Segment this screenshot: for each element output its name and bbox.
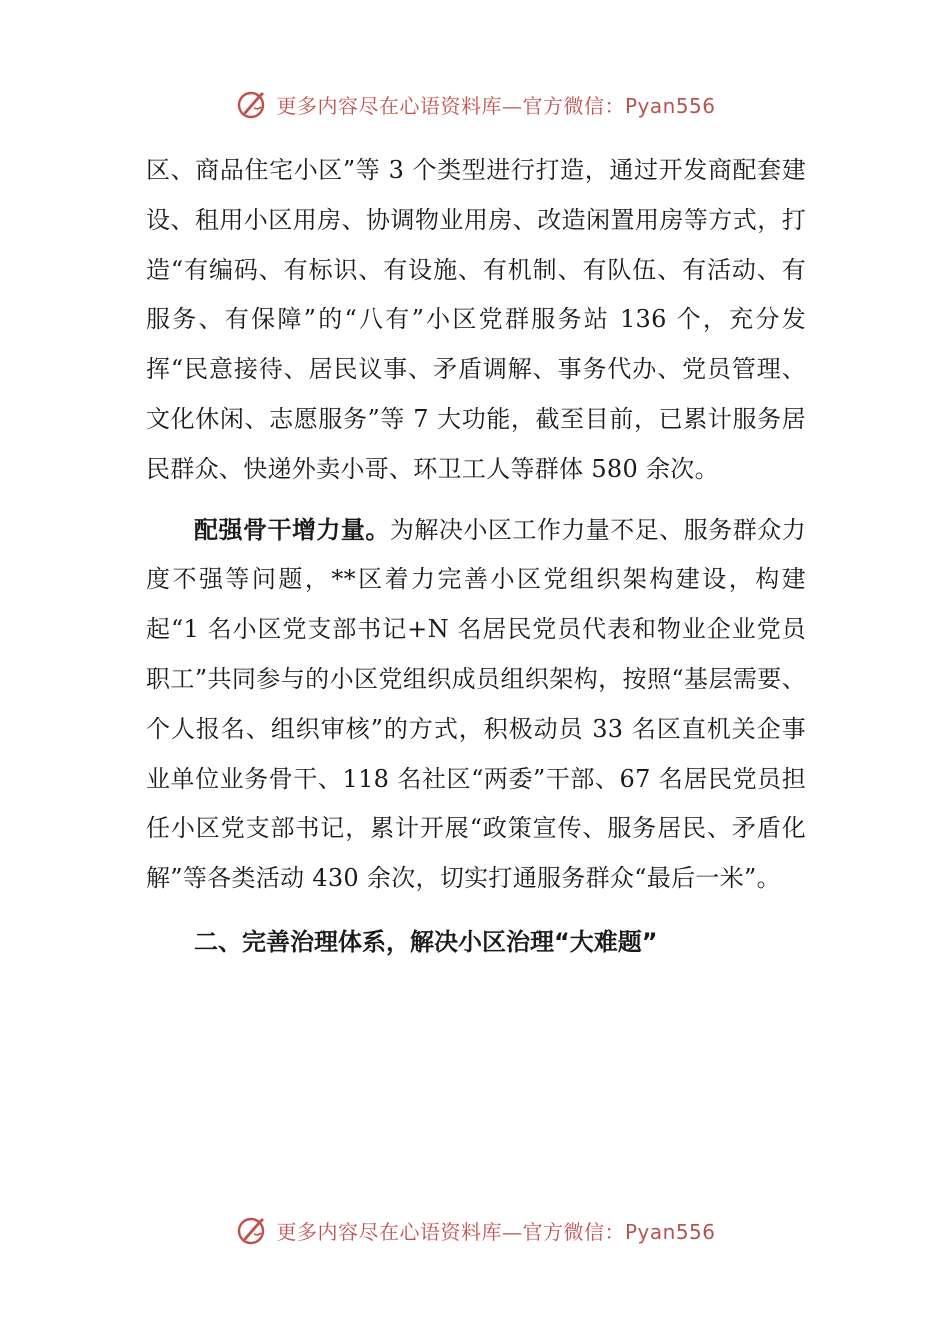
header-banner-text: 更多内容尽在心语资料库—官方微信：Pyan556 <box>276 93 716 118</box>
paragraph-2-lead: 配强骨干增力量。 <box>194 515 390 544</box>
pen-circle-logo-icon <box>234 1212 270 1248</box>
paragraph-2-text: 为解决小区工作力量不足、服务群众力度不强等问题，**区着力完善小区党组织架构建设，构建起“1 名小区党支部书记+N 名居民党员代表和物业企业党员职工”共同参与的小区党组织成员组织架构，按照“基层需要、个人报名、组织审核”的方式，积极动员 33 名区直机关企事业单位业务骨干、118 名社区“两委”干部、67 名居民党员担任小区党支部书记，累计开展“政策宣传、服务居民、矛盾化解”等各类活动 430 余次，切实打通服务群众“最后一米”。 <box>146 515 806 893</box>
header-wechat-id: Pyan556 <box>624 93 716 118</box>
paragraph-2 <box>146 506 806 904</box>
header-banner-inner <box>234 86 715 122</box>
section-heading: 二、完善治理体系，解决小区治理“大难题” <box>194 927 658 956</box>
pen-circle-logo-icon <box>234 86 270 122</box>
footer-banner <box>0 1210 950 1250</box>
footer-banner-text: 更多内容尽在心语资料库—官方微信：Pyan556 <box>276 1219 716 1244</box>
header-banner <box>0 84 950 124</box>
document-body <box>146 146 806 968</box>
footer-wechat-id: Pyan556 <box>624 1219 716 1244</box>
paragraph-1 <box>146 146 806 495</box>
footer-banner-inner <box>234 1212 715 1248</box>
paragraph-1-text: 区、商品住宅小区”等 3 个类型进行打造，通过开发商配套建设、租用小区用房、协调物业用房、改造闲置用房等方式，打造“有编码、有标识、有设施、有机制、有队伍、有活动、有服务、有保障”的“八有”小区党群服务站 136 个，充分发挥“民意接待、居民议事、矛盾调解、事务代办、党员管理、文化休闲、志愿服务”等 7 大功能，截至目前，已累计服务居民群众、快递外卖小哥、环卫工人等群体 580 余次。 <box>146 156 806 483</box>
